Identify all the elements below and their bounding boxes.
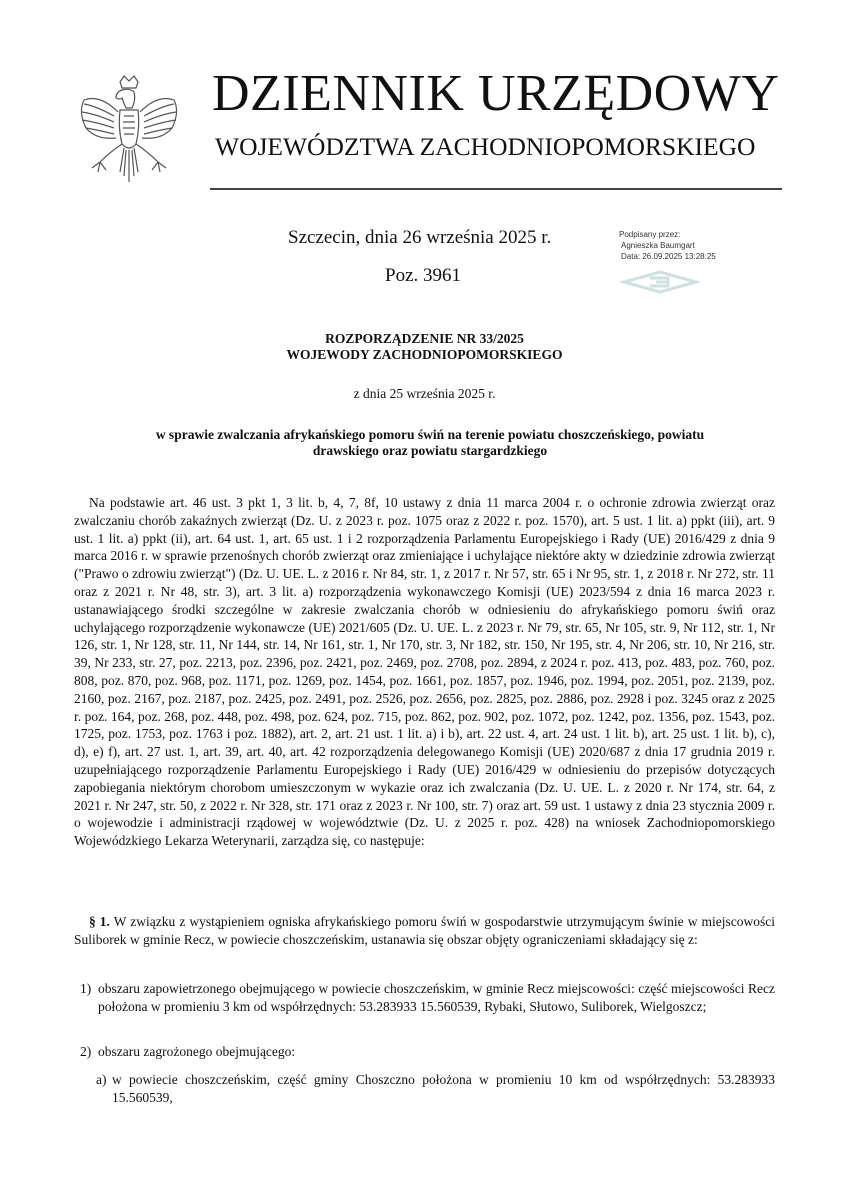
sub-list-item bbox=[96, 1071, 775, 1107]
journal-subtitle: WOJEWÓDZTWA ZACHODNIOPOMORSKIEGO bbox=[215, 132, 756, 161]
signature-label: Podpisany przez: bbox=[619, 230, 681, 239]
act-title-line-2: WOJEWODY ZACHODNIOPOMORSKIEGO bbox=[286, 347, 563, 362]
digital-signature-block bbox=[619, 229, 716, 262]
signature-signer: Agnieszka Baumgart bbox=[621, 241, 695, 250]
section-1-paragraph bbox=[74, 913, 775, 949]
section-1-text: W związku z wystąpieniem ogniska afrykańskiego pomoru świń w gospodarstwie utrzymującym świnie w miejscowości Suliborek w gminie Recz, w powiecie choszczeńskim, ustanawia się obszar objęty ograniczeniami składający się z: bbox=[74, 914, 776, 947]
signature-date: Data: 26.09.2025 13:28:25 bbox=[621, 252, 716, 261]
act-date: z dnia 25 września 2025 r. bbox=[353, 386, 496, 401]
act-title bbox=[0, 331, 849, 363]
sub-list-item-text: w powiecie choszczeńskim, część gminy Choszczno położona w promieniu 10 km od współrzędnych: 53.283933 15.560539, bbox=[112, 1072, 775, 1105]
list-item-marker: 2) bbox=[80, 1044, 92, 1059]
journal-title: DZIENNIK URZĘDOWY bbox=[212, 65, 780, 122]
publication-place-date: Szczecin, dnia 26 września 2025 r. bbox=[288, 227, 552, 248]
act-title-line-1: ROZPORZĄDZENIE NR 33/2025 bbox=[325, 331, 524, 346]
act-subject-line-2: drawskiego oraz powiatu stargardzkiego bbox=[312, 443, 548, 458]
list-item-text: obszaru zapowietrzonego obejmującego w powiecie choszczeńskim, w gminie Recz miejscowości: część miejscowości Recz położona w promieniu 3 km od współrzędnych: 53.283933 15.560539, Rybaki, Słutowo, Suliborek, Wielgoszcz; bbox=[98, 981, 775, 1014]
list-item bbox=[80, 980, 775, 1016]
list-item bbox=[80, 1043, 775, 1061]
signature-stamp-icon bbox=[620, 270, 700, 294]
publication-position: Poz. 3961 bbox=[385, 265, 461, 286]
section-marker: § 1. bbox=[89, 914, 110, 929]
polish-eagle-emblem-icon bbox=[70, 72, 188, 190]
list-item-marker: 1) bbox=[80, 981, 92, 996]
act-subject bbox=[100, 427, 760, 459]
masthead-divider bbox=[210, 188, 782, 190]
preamble-paragraph: Na podstawie art. 46 ust. 3 pkt 1, 3 lit. b, 4, 7, 8f, 10 ustawy z dnia 11 marca 2004 r. o ochronie zdrowia zwierząt oraz zwalczaniu chorób zakaźnych zwierząt (Dz. U. z 2023 r. poz. 1075 oraz z 2022 r. poz. 1570), art. 5 ust. 1 lit. a) ppkt (iii), art. 9 ust. 1 lit. a) ppkt (ii), art. 64 ust. 1, art. 65 ust. 1 i 2 rozporządzenia Parlamentu Europejskiego i Rady (UE) 2016/429 z dnia 9 marca 2016 r. w sprawie przenośnych chorób zwierząt oraz zmieniające i uchylające niektóre akty w dziedzinie zdrowia zwierząt ("Prawo o zdrowiu zwierząt") (Dz. U. UE. L. z 2016 r. Nr 84, str. 1, z 2017 r. Nr 57, str. 65 i Nr 95, str. 1, z 2018 r. Nr 272, str. 11 oraz z 2021 r. Nr 48, str. 3), art. 3 lit. a) rozporządzenia wykonawczego Komisji (UE) 2023/594 z dnia 16 marca 2023 r. ustanawiającego środki szczególne w zakresie zwalczania chorób w odniesieniu do afrykańskiego pomoru świń oraz uchylającego rozporządzenie wykonawcze (UE) 2021/605 (Dz. U. UE. L. z 2023 r. Nr 79, str. 65, Nr 105, str. 9, Nr 112, str. 1, Nr 126, str. 1, Nr 128, str. 11, Nr 144, str. 14, Nr 161, str. 1, Nr 170, str. 3, Nr 182, str. 150, Nr 195, str. 4, Nr 206, str. 10, Nr 216, str. 39, Nr 233, str. 27, poz. 2213, poz. 2396, poz. 2421, poz. 2469, poz. 2708, poz. 2894, z 2024 r. poz. 413, poz. 483, poz. 760, poz. 808, poz. 870, poz. 968, poz. 1171, poz. 1269, poz. 1454, poz. 1661, poz. 1857, poz. 1946, poz. 1994, poz. 2051, poz. 2139, poz. 2160, poz. 2167, poz. 2187, poz. 2425, poz. 2491, poz. 2526, poz. 2656, poz. 2825, poz. 2886, poz. 2928 i poz. 3245 oraz z 2025 r. poz. 164, poz. 268, poz. 448, poz. 498, poz. 624, poz. 715, poz. 862, poz. 902, poz. 1072, poz. 1242, poz. 1356, poz. 1543, poz. 1725, poz. 1753, poz. 1763 i poz. 1882), art. 2, art. 21 ust. 1 lit. a) i b), art. 22 ust. 4, art. 24 ust. 1 lit. b), art. 25 ust. 1 lit. b), c), d), e) f), art. 27 ust. 1, art. 39, art. 40, art. 42 rozporządzenia delegowanego Komisji (UE) 2020/687 z dnia 17 grudnia 2019 r. uzupełniającego rozporządzenie Parlamentu Europejskiego i Rady (UE) 2016/429 w odniesieniu do przepisów dotyczących zapobiegania niektórym chorobom umieszczonym w wykazie oraz ich zwalczania (Dz. U. UE. L. z 2020 r. Nr 174, str. 64, z 2021 r. Nr 247, str. 50, z 2022 r. Nr 328, str. 171 oraz z 2023 r. Nr 100, str. 7) oraz art. 59 ust. 1 ustawy z dnia 23 stycznia 2009 r. o wojewodzie i administracji rządowej w województwie (Dz. U. z 2025 r. poz. 428) na wniosek Zachodniopomorskiego Wojewódzkiego Lekarza Weterynarii, zarządza się, co następuje: bbox=[74, 495, 775, 849]
list-item-text: obszaru zagrożonego obejmującego: bbox=[98, 1044, 296, 1059]
act-subject-line-1: w sprawie zwalczania afrykańskiego pomoru świń na terenie powiatu choszczeńskiego, powiatu bbox=[155, 427, 705, 442]
sub-list-item-marker: a) bbox=[96, 1072, 107, 1087]
